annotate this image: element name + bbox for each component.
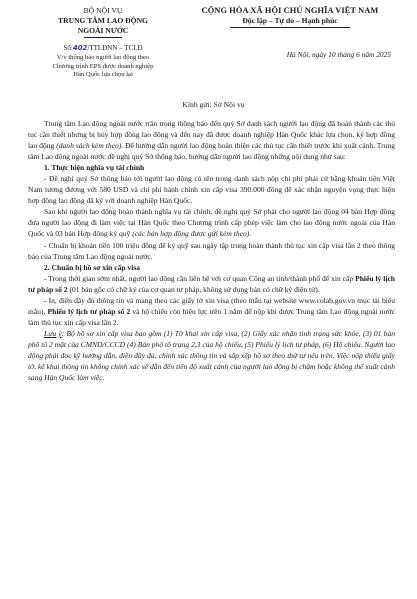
visa-docs-text: - In, điền đầy đủ thông tin và mang theo các giấy tờ xin visa (theo mẫu tại website (44, 295, 299, 305)
issuer-underline (84, 37, 122, 38)
subject-line: V/v thông báo người lao động theo (56, 54, 150, 61)
visa-docs-paragraph (28, 295, 395, 328)
judicial-text: - Trong thời gian sớm nhất, người lao động cần liên hệ với cơ quan Công an tỉnh/thành phố để xin cấp (44, 273, 356, 283)
document-date: Hà Nội, ngày 10 tháng 6 năm 2025 (286, 50, 391, 59)
contract-paragraph (28, 206, 395, 239)
note-text: : Bộ hồ sơ xin cấp visa bao gồm (1) Tờ khai xin cấp visa, (2) Giấy xác nhận tình trạng sức khỏe, (3) 01 bản phô tô 2 mặt của CMND/CCCD (4) Bản phô tô trang 2,3 của hộ chiếu, (5) Phiếu lý lịch tư pháp, (6) Hộ chiếu. Người lao động phải đọc kỹ hướng dẫn, điền đầy đủ, chính xác thông tin và sắp xếp hồ sơ theo thứ tự nêu trên. Việc nộp thiếu giấy tờ, kê khai thông tin không chính xác sẽ dẫn đến tiến độ xuất cảnh của người lao động bị chậm hoặc không thể xuất cảnh sang Hàn Quốc làm việc. (28, 328, 395, 383)
reference-number (28, 44, 178, 53)
section-heading-visa: 2. Chuẩn bị hồ sơ xin cấp visa (44, 262, 141, 272)
judicial-record-name: Phiếu lý lịch tư pháp số 2 (28, 273, 395, 294)
national-title: CỘNG HÒA XÃ HỘI CHỦ NGHĨA VIỆT NAM (201, 6, 379, 15)
reference-suffix: /TTLĐNN – TCLĐ (87, 44, 143, 52)
judicial-text-end: (01 bản gốc có chữ ký của cơ quan tư pháp, không sử dụng bản có chữ ký điện tử). (67, 284, 320, 294)
subject-line: Hàn Quốc lựa chọn lại (73, 71, 133, 78)
parent-ministry: BỘ NỘI VỤ (83, 6, 123, 15)
subject-line: Chương trình EPS được doanh nghiệp (52, 62, 154, 70)
note-paragraph (28, 328, 395, 383)
contract-attachment-note: (các bản hợp đồng được gửi kèm theo) (132, 229, 250, 239)
motto-underline (230, 27, 350, 28)
intro-attachment-note: (danh sách kèm theo) (56, 141, 122, 151)
organization-name-line2: NGOÀI NƯỚC (77, 26, 129, 35)
section-heading-financial: 1. Thực hiện nghĩa vụ tài chính (44, 163, 145, 173)
contract-text: Sau khi người lao động hoàn thành nghĩa vụ tài chính, đề nghị quý Sở phát cho người lao động 04 bản Hợp đồng đưa người lao động đi làm việc tại Hàn Quốc theo Chương trình cấp phép việc làm cho lao động nước ngoài của Hàn Quốc và 03 bản Hợp đồng ký quỹ (28, 207, 395, 239)
reference-prefix: Số: (63, 44, 73, 52)
visa-docs-text-end: và hộ chiếu còn hiệu lực trên 1 năm để nộp khi được Trung tâm Lao động ngoài nước làm thủ tục xin cấp visa lần 2. (28, 306, 395, 327)
note-label: Lưu ý (44, 328, 62, 338)
judicial-record-name-2: Phiếu lý lịch tư pháp số 2 (47, 306, 131, 316)
issuer-block (28, 6, 178, 80)
reference-number-handwritten: 402 (72, 44, 88, 52)
website-link[interactable]: www.colab.gov.vn (298, 295, 356, 305)
national-heading (181, 6, 399, 59)
document-subject (28, 54, 178, 80)
intro-paragraph (28, 118, 395, 162)
judicial-record-paragraph (28, 273, 395, 295)
recipient-line: Kính gửi: Sở Nội vụ (182, 100, 245, 109)
document-header (28, 0, 399, 132)
intro-text-continued: . Để hướng dẫn người lao động hoàn thiện các thủ tục cần thiết trước khi xuất cảnh, Trung tâm Lao động ngoài nước đề nghị quý Sở thông báo, hướng dẫn người lao động những nội dung như sau: (28, 141, 395, 162)
deposit-paragraph: - Chuẩn bị khoản tiền 100 triệu đồng để ký quỹ sau ngày tập trung hoàn thành thủ tục xin cấp visa lần 2 theo thông báo của Trung tâm Lao động ngoài nước. (28, 240, 395, 261)
intro-text: Trung tâm Lao động ngoài nước trân trọng thông báo đến quý Sở danh sách người lao động đã hoàn thành các thủ tục cần thiết nhưng bị hủy hợp đồng lao động và đến nay đã được doanh nghiệp Hàn Quốc khác lựa chọn, ký hợp đồng lao động (28, 119, 395, 151)
organization-name: TRUNG TÂM LAO ĐỘNG (58, 16, 148, 25)
contract-text-end: . (249, 229, 252, 239)
document-body (28, 118, 395, 383)
financial-paragraph: - Đề nghị quý Sở thông báo tới người lao động có tên trong danh sách nộp chi phí phải cử bằng khoản tiền Việt Nam tương đương với 580 USD và chi phí hành chính xin cấp visa 390.000 đồng để xác nhận nguyện vọng thực hiện hợp đồng lao động đã ký với doanh nghiệp Hàn Quốc. (28, 174, 395, 206)
national-motto: Độc lập – Tự do – Hạnh phúc (242, 16, 338, 25)
visa-docs-text-2: mục tài biểu mẫu), (28, 295, 395, 316)
